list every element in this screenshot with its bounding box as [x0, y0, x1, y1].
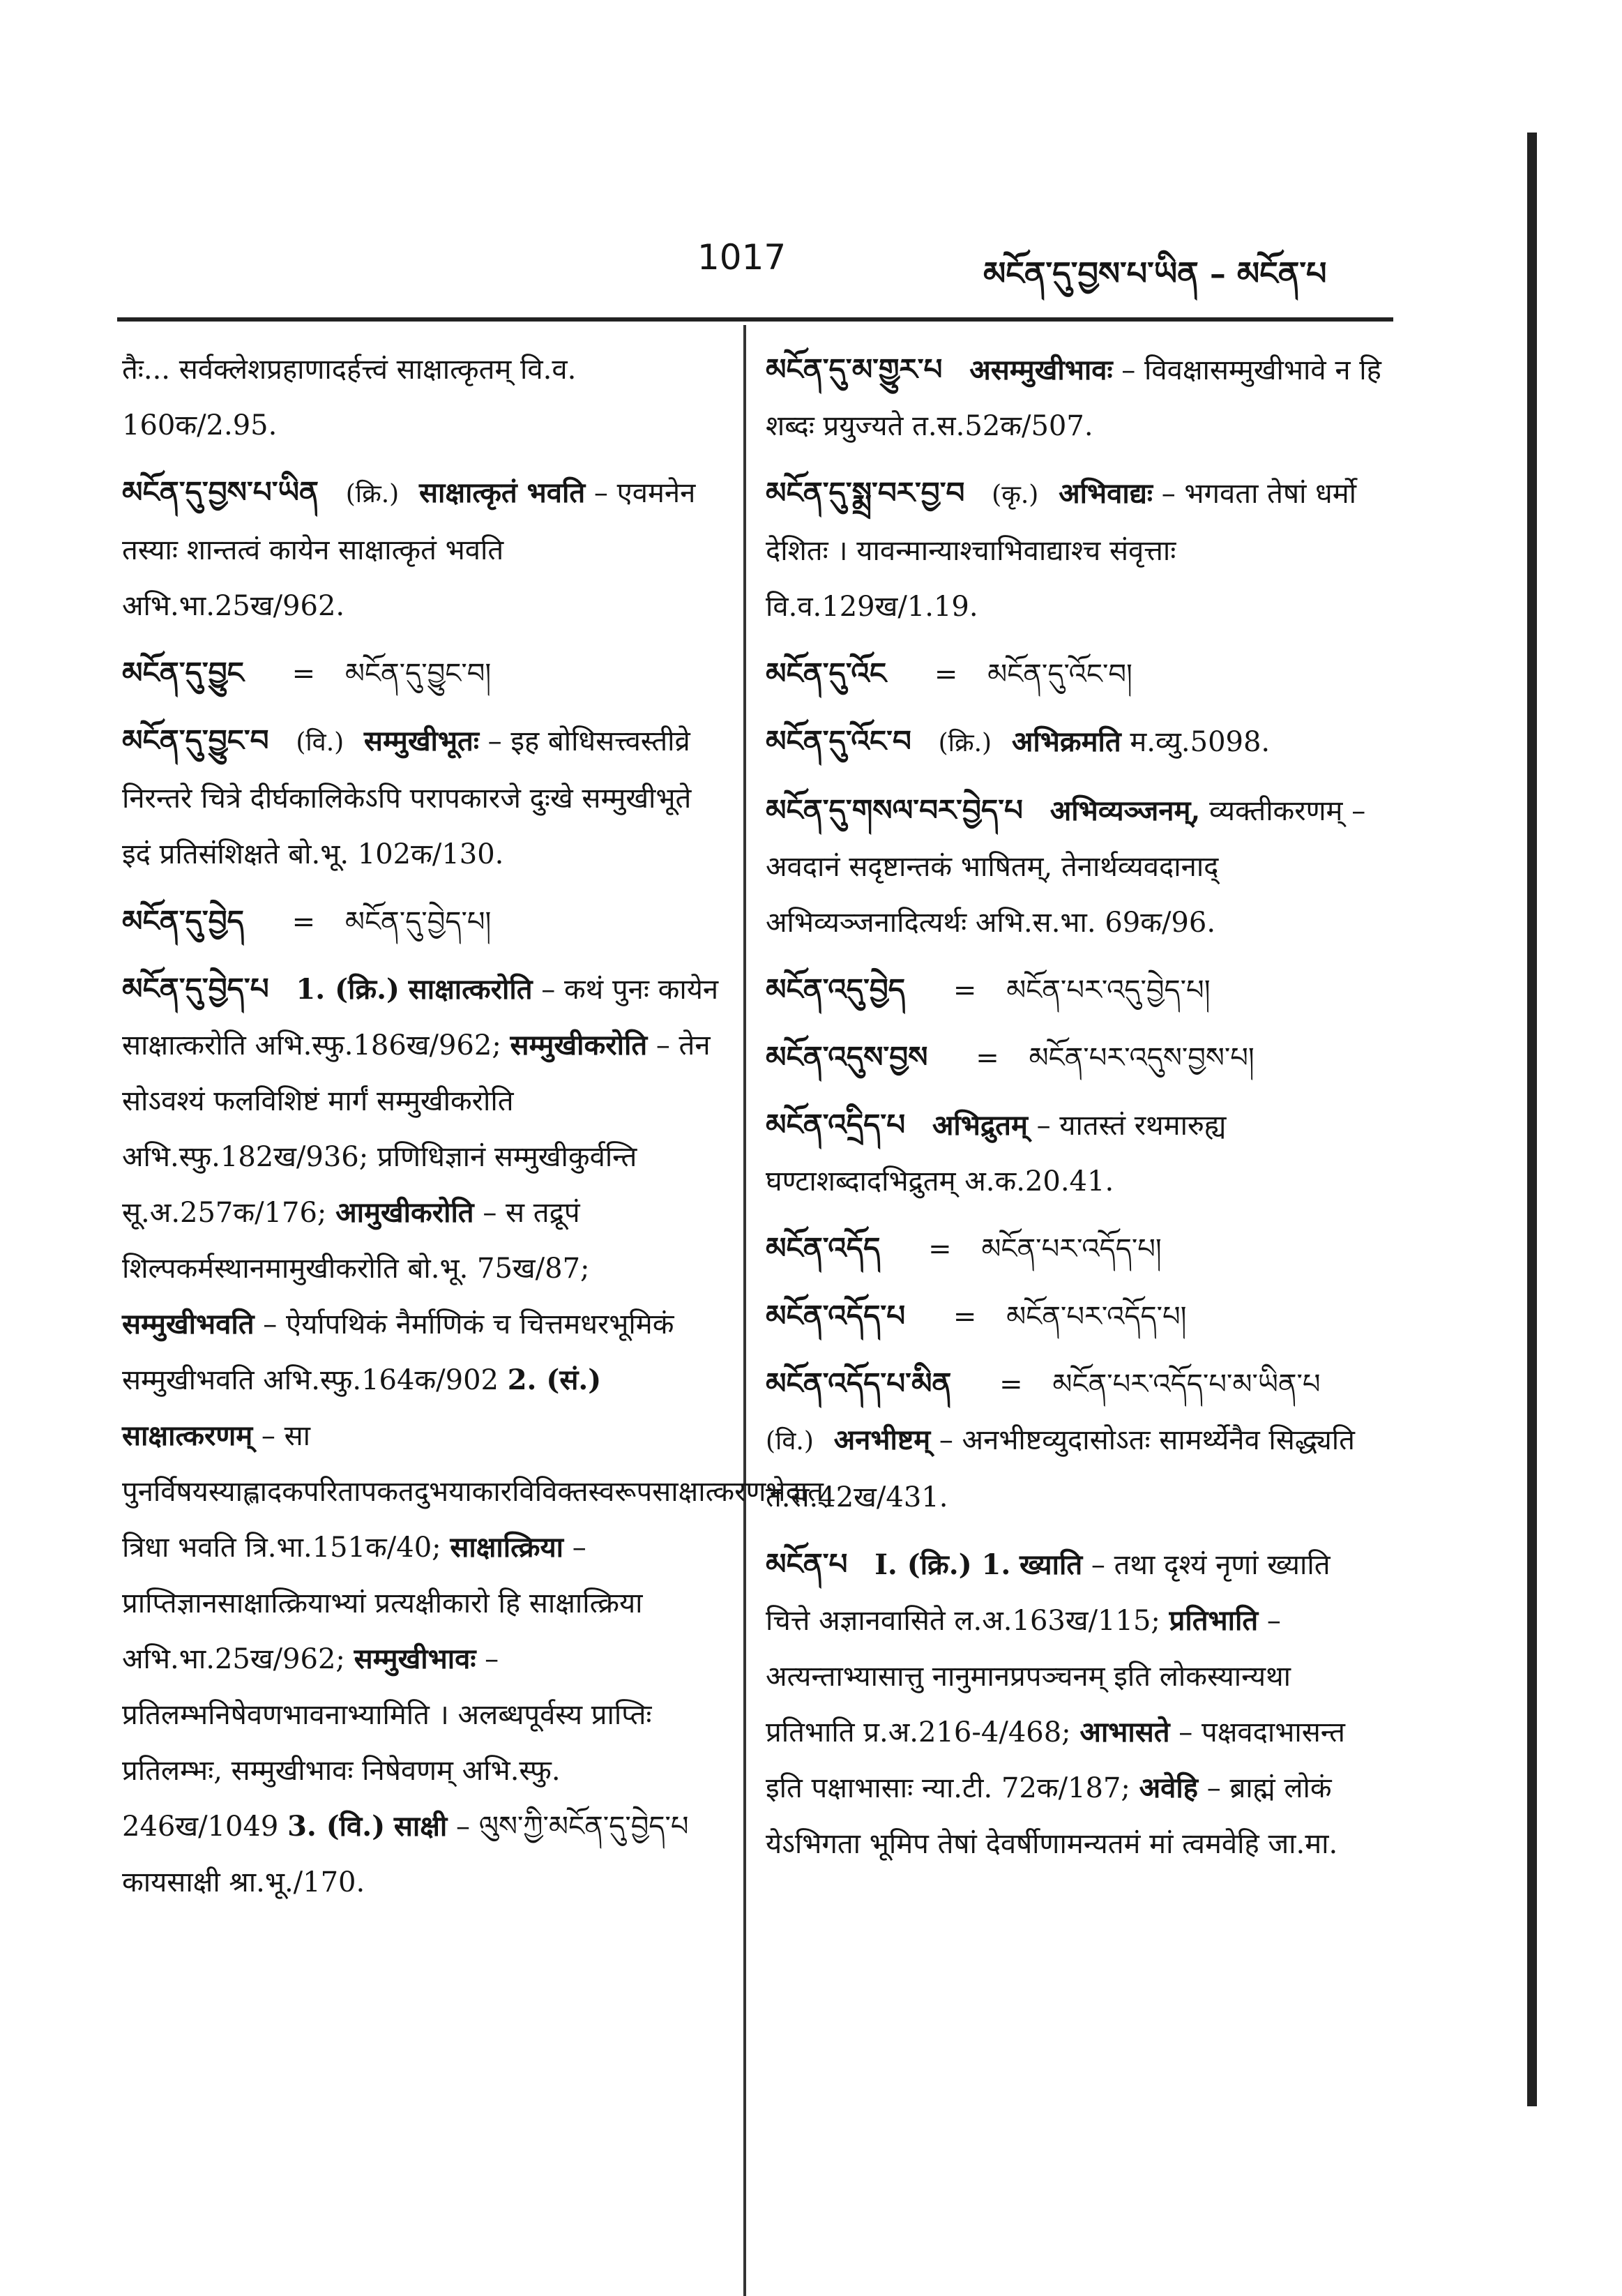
entry-text: – पक्षवदाभासन्त इति पक्षाभासाः न्या.टी. 72क/187; — [766, 1716, 1345, 1804]
entry-text: – ऐर्यापथिकं नैर्माणिकं च चित्तमधरभूमिकं सम्मुखीभवति अभि.स्फु.164क/902 — [122, 1308, 674, 1396]
entry-text: – एवमनेन तस्याः शान्तत्वं कायेन साक्षात्कृतं भवति अभि.भा.25ख/962. — [122, 477, 696, 622]
entry-text: तैः... सर्वक्लेशप्रहाणादर्हत्त्वं साक्षात्कृतम् वि.व. 160क/2.95. — [122, 354, 577, 441]
dictionary-entry — [766, 342, 1383, 454]
dictionary-entry — [766, 1097, 1383, 1209]
tibetan-headword: མངོན་འདྲིད་པ — [766, 1108, 906, 1142]
running-head: མངོན་དུ་བྱས་པ་ཡིན – མངོན་པ — [983, 255, 1327, 292]
equals-sign: = — [291, 658, 316, 690]
dictionary-entry — [122, 645, 722, 702]
tibetan-headword: མངོན་འདོད་པ — [766, 1299, 906, 1333]
sanskrit-equivalent: अभिद्रुतम् — [932, 1109, 1028, 1142]
cross-reference: མངོན་པར་འདོད་པ། — [981, 1233, 1162, 1265]
entry-text: – अत्यन्ताभ्यासात्तु नानुमानप्रपञ्चनम् इति लोकस्यान्यथा प्रतिभाति प्र.अ.216-4/468; — [766, 1605, 1291, 1749]
entry-text: – सा पुनर्विषयस्याह्लादकपरितापकतदुभयाकारविविक्तस्वरूपसाक्षात्करणभेदात् त्रिधा भवति त्रि.भा.151क/40; — [122, 1420, 824, 1564]
tibetan-headword: མངོན་འདོད — [766, 1231, 881, 1265]
entry-text: – इह बोधिसत्त्वस्तीव्रे निरन्तरे चित्रे दीर्घकालिकेऽपि परापकारजे दुःखे सम्मुखीभूते इदं प्रतिसंशिक्षते बो.भू. 102क/130. — [122, 725, 692, 870]
tibetan-headword: མངོན་འདོད་པ་མིན — [766, 1366, 952, 1400]
dictionary-entry — [766, 1221, 1383, 1277]
dictionary-entry — [122, 713, 722, 882]
sanskrit-equivalent: अनभीष्टम् — [833, 1423, 931, 1456]
grammar-tag: (क्रि.) — [938, 729, 992, 757]
entry-text: – विवक्षासम्मुखीभावे न हि शब्दः प्रयुज्यते त.स.52क/507. — [766, 354, 1381, 442]
equals-sign: = — [976, 1042, 999, 1074]
dictionary-entry — [122, 342, 722, 453]
entry-text: व्यक्तीकरणम् – अवदानं सदृष्टान्तकं भाषितम्, तेनार्थव्यवदानाद् अभिव्यञ्जनादित्यर्थः अभि.स.भा. 69क/96. — [766, 795, 1366, 939]
sanskrit-equivalent: प्रतिभाति — [1169, 1604, 1259, 1637]
sanskrit-equivalent: अभिवाद्यः — [1059, 477, 1153, 510]
page-edge-bar — [1527, 133, 1537, 2106]
dictionary-entry — [766, 1288, 1383, 1345]
equals-sign: = — [999, 1368, 1023, 1400]
entry-text: – स तद्रूपं शिल्पकर्मस्थानमामुखीकरोति बो.भू. 75ख/87; — [122, 1197, 590, 1285]
column-divider — [743, 325, 746, 2296]
sanskrit-equivalent: साक्षी — [393, 1810, 448, 1843]
sanskrit-equivalent: अभिक्रमति — [1011, 725, 1121, 758]
entry-text: – अनभीष्टव्युदासोऽतः सामर्थ्येनैव सिद्ध्यति त.स.42ख/431. — [766, 1424, 1355, 1513]
sanskrit-equivalent: अभिव्यञ्जनम्, — [1049, 794, 1201, 827]
cross-reference: མངོན་པར་འདོད་པ། — [1006, 1301, 1187, 1333]
tibetan-headword: མངོན་འདུ་བྱེད — [766, 972, 906, 1006]
cross-reference: མངོན་དུ་བྱུང་བ། — [344, 658, 492, 690]
sanskrit-equivalent: आभासते — [1079, 1716, 1170, 1749]
entry-text: – भगवता तेषां धर्मो देशितः । यावन्मान्याश्चाभिवाद्याश्च संवृत्ताः वि.व.129ख/1.19. — [766, 478, 1357, 623]
tibetan-headword: མངོན་དུ་འོང་བ — [766, 724, 911, 758]
sanskrit-equivalent: सम्मुखीभावः — [354, 1642, 476, 1675]
dictionary-entry — [766, 1029, 1383, 1086]
grammar-tag: (वि.) — [766, 1427, 814, 1456]
tibetan-headword: མངོན་དུ་གསལ་བར་བྱེད་པ — [766, 793, 1023, 827]
grammar-tag: (वि.) — [296, 728, 344, 757]
cross-reference: མངོན་པར་འདུ་བྱེད་པ། — [1006, 974, 1211, 1006]
sanskrit-equivalent: साक्षात्करणम् — [122, 1419, 253, 1452]
dictionary-entry — [766, 465, 1383, 635]
tibetan-headword: མངོན་འདུས་བྱས — [766, 1040, 928, 1074]
sanskrit-equivalent: सम्मुखीभवति — [122, 1308, 255, 1340]
equals-sign: = — [291, 906, 316, 938]
tibetan-headword: མངོན་དུ་བྱུང་བ — [122, 723, 269, 757]
sanskrit-equivalent: अवेहि — [1139, 1772, 1199, 1804]
dictionary-entry — [122, 893, 722, 950]
grammar-tag: (कृ.) — [992, 481, 1039, 509]
equals-sign: = — [953, 974, 977, 1006]
sanskrit-equivalent: सम्मुखीभूतः — [363, 725, 479, 757]
tibetan-headword: མངོན་དུ་མ་གྱུར་པ — [766, 352, 943, 386]
sanskrit-equivalent: साक्षात्करोति — [408, 973, 533, 1006]
dictionary-entry — [766, 713, 1383, 771]
dictionary-entry — [122, 465, 722, 634]
tibetan-headword: མངོན་དུ་བྱུང — [122, 656, 244, 690]
header-rule — [117, 317, 1393, 322]
equals-sign: = — [934, 658, 958, 690]
tibetan-headword: མངོན་པ — [766, 1547, 848, 1581]
entry-text: – प्राप्तिज्ञानसाक्षात्क्रियाभ्यां प्रत्यक्षीकारो हि साक्षात्क्रिया अभि.भा.25ख/962; — [122, 1532, 643, 1675]
dictionary-entry — [766, 962, 1383, 1018]
page-number: 1017 — [697, 237, 787, 278]
tibetan-headword: མངོན་དུ་བྱེད་པ — [122, 972, 269, 1006]
dictionary-entry — [766, 646, 1383, 702]
entry-text: म.व्यु.5098. — [1121, 726, 1271, 758]
tibetan-headword: མངོན་དུ་སྨྲ་བར་བྱ་བ — [766, 476, 965, 510]
dictionary-entry — [766, 1536, 1383, 1872]
sense-number: 2. (सं.) — [507, 1364, 602, 1396]
entry-text: – तथा दृश्यं नृणां ख्याति चित्ते अज्ञानवासिते ल.अ.163ख/115; — [766, 1549, 1331, 1637]
entry-text: – प्रतिलम्भनिषेवणभावनाभ्यामिति । अलब्धपूर्वस्य प्राप्तिः प्रतिलम्भः, सम्मुखीभावः निषेवणम् अभि.स्फु. 246ख/1049 — [122, 1643, 652, 1843]
tibetan-headword: མངོན་དུ་བྱེད — [122, 904, 244, 938]
sanskrit-equivalent: ख्याति — [1020, 1548, 1083, 1581]
sanskrit-equivalent: सम्मुखीकरोति — [510, 1029, 648, 1062]
sense-number: 3. (वि.) — [287, 1810, 386, 1843]
dictionary-entry — [766, 1356, 1383, 1525]
entry-text: – कथं पुनः कायेन साक्षात्करोति अभि.स्फु.186ख/962; — [122, 974, 719, 1062]
entry-text: – ལུས་ཀྱི་མངོན་དུ་བྱེད་པ कायसाक्षी श्रा.भू./170. — [122, 1811, 689, 1898]
sanskrit-equivalent: असम्मुखीभावः — [969, 354, 1113, 386]
tibetan-headword: མངོན་དུ་འོང — [766, 656, 887, 690]
sanskrit-equivalent: साक्षात्कृतं भवति — [418, 476, 586, 509]
equals-sign: = — [928, 1233, 952, 1265]
entry-text: – तेन सोऽवश्यं फलविशिष्टं मार्गं सम्मुखीकरोति अभि.स्फु.182ख/936; प्रणिधिज्ञानं सम्मुखीकुर्वन्ति सू.अ.257क/176; — [122, 1029, 711, 1229]
tibetan-headword: མངོན་དུ་བྱས་པ་ཡིན — [122, 475, 319, 509]
right-column — [766, 342, 1383, 1883]
entry-text: – ब्राह्मं लोकं येऽभिगता भूमिप तेषां देवर्षीणामन्यतमं मां त्वमवेहि जा.मा. — [766, 1772, 1338, 1860]
cross-reference: མངོན་པར་འདོད་པ་མ་ཡིན་པ — [1052, 1368, 1321, 1400]
sanskrit-equivalent: साक्षात्क्रिया — [450, 1531, 564, 1564]
sense-number: I. (क्रि.) 1. — [874, 1548, 1011, 1581]
sanskrit-equivalent: आमुखीकरोति — [335, 1196, 474, 1229]
equals-sign: = — [953, 1301, 977, 1333]
cross-reference: མངོན་དུ་བྱེད་པ། — [344, 906, 492, 938]
sense-number: 1. (क्रि.) — [296, 973, 400, 1006]
dictionary-entry — [766, 783, 1383, 951]
cross-reference: མངོན་དུ་འོང་བ། — [987, 658, 1132, 690]
entry-text: – यातस्तं रथमारुह्य घण्टाशब्दादभिद्रुतम् अ.क.20.41. — [766, 1110, 1227, 1198]
grammar-tag: (क्रि.) — [345, 480, 400, 508]
cross-reference: མངོན་པར་འདུས་བྱས་པ། — [1029, 1042, 1255, 1074]
